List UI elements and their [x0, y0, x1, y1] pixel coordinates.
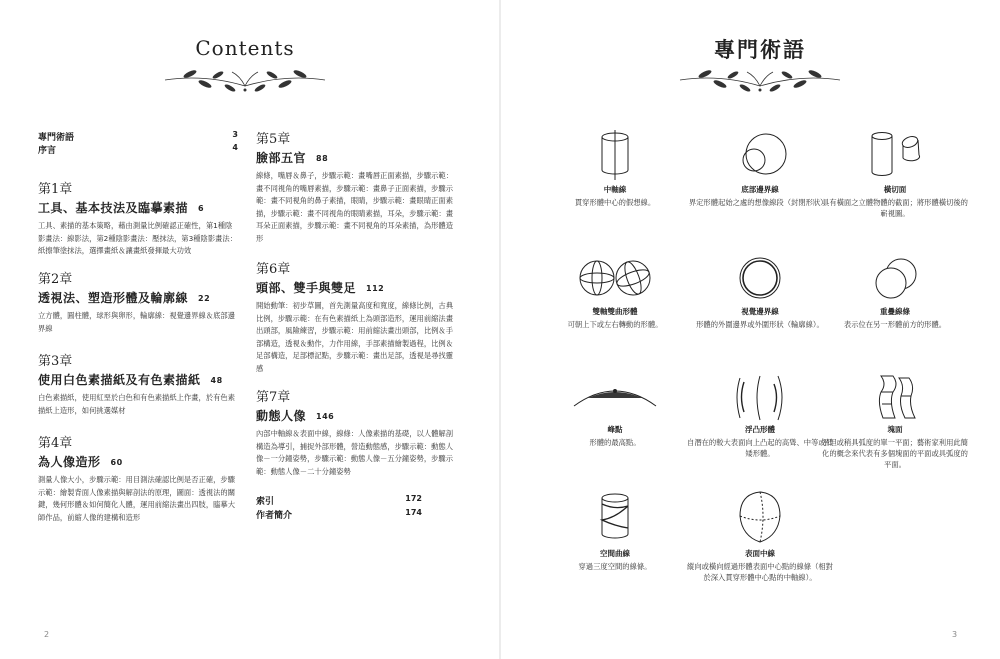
toc-entry-title: 作者簡介 — [256, 511, 293, 521]
glossary-term — [820, 372, 970, 470]
chapter-description: 工具、素描的基本策略，藉由測量比例確認正確性，第1種陰影畫法：線影法，第2種陰影畫法：壓抹法，第3種陰影畫法：紙擦筆塗抹法，選擇畫紙＆讓畫紙發揮最大功效 — [38, 221, 238, 255]
chapter-entry[interactable] — [38, 268, 238, 335]
chapter-page: 48 — [210, 376, 223, 385]
term-description: 穿過三度空間的線條。 — [578, 562, 652, 571]
chapter-title: 使用白色素描紙及有色素描紙 48 — [38, 373, 223, 387]
chapter-number: 第2章 — [38, 272, 73, 287]
chapter-number: 第1章 — [38, 182, 73, 197]
base-boundary-icon — [730, 128, 790, 182]
glossary-term — [540, 128, 690, 208]
term-name: 橫切面 — [883, 185, 907, 194]
chapter-title: 工具、基本技法及臨摹素描 6 — [38, 201, 205, 215]
cylinder-axis-icon — [585, 128, 645, 182]
chapter-number: 第3章 — [38, 354, 73, 369]
term-name: 重疊線條 — [880, 307, 910, 316]
chapter-entry[interactable] — [38, 178, 238, 258]
page-number: 3 — [952, 630, 958, 639]
term-name: 峰點 — [607, 425, 623, 434]
term-description: 平坦或稍具弧度的單一平面；藝術家利用此簡化的概念來代表有多個塊面的平面或具弧度的平面。 — [822, 438, 968, 469]
term-name: 底部邊界線 — [741, 185, 779, 194]
toc-end-list — [256, 494, 422, 522]
glossary-term — [540, 488, 690, 572]
double-curve-icon — [575, 250, 655, 304]
contents-heading: Contents — [195, 36, 295, 60]
term-description: 形體的外圍邊界或外圍形狀（輪廓線）。 — [696, 320, 824, 329]
term-name: 浮凸形體 — [745, 425, 775, 434]
cross-section-icon — [860, 128, 930, 182]
chapter-entry[interactable] — [38, 350, 238, 417]
toc-entry-title: 索引 — [256, 497, 275, 507]
glossary-term — [685, 372, 835, 459]
toc-entry-page: 174 — [405, 508, 422, 517]
glossary-term — [820, 128, 970, 219]
term-description: 可朝上下或左右轉動的形體。 — [567, 320, 663, 329]
chapter-title: 透視法、塑造形體及輪廓線 22 — [38, 291, 211, 305]
glossary-term — [685, 128, 835, 208]
chapter-title: 臉部五官 88 — [256, 151, 329, 165]
glossary-term — [820, 250, 970, 330]
glossary-term — [685, 488, 835, 583]
chapter-title: 為人像造形 60 — [38, 455, 123, 469]
term-name: 表面中線 — [745, 549, 775, 558]
toc-entry[interactable] — [256, 494, 422, 508]
toc-entry-title: 序言 — [38, 146, 57, 156]
term-description: 縱向或橫向經過形體表面中心點的線條（相對於深入貫穿形體中心點的中軸線）。 — [687, 562, 833, 582]
chapter-description: 線條，嘴唇＆鼻子，步驟示範：畫嘴唇正面素描，步驟示範：畫不同視角的嘴唇素描，步驟示範：畫鼻子正面素描，步驟示範：畫不同視角的鼻子素描，眼睛，步驟示範：畫眼睛正面素描，步驟示範：畫不同視角的眼睛素描，耳朵，步驟示範：畫耳朵正面素描，步驟示範：畫不同視角的耳朵素描，為形體造形 — [256, 171, 454, 243]
term-description: 形體的最高點。 — [589, 438, 641, 447]
glossary-page — [500, 0, 1000, 659]
plane-icon — [865, 372, 925, 422]
term-name: 空間曲線 — [600, 549, 630, 558]
chapter-number: 第7章 — [256, 390, 291, 405]
toc-entry-page: 3 — [232, 130, 238, 139]
term-description: 表示位在另一形體前方的形體。 — [843, 320, 947, 329]
term-description: 貫穿形體中心的假想線。 — [574, 198, 656, 207]
glossary-term — [540, 372, 690, 448]
chapter-page: 88 — [316, 154, 329, 163]
visual-boundary-icon — [730, 250, 790, 304]
term-description: 界定形體起始之處的想像線段（封閉形狀）。 — [688, 198, 832, 207]
toc-entry-page: 4 — [232, 143, 238, 152]
chapter-entry[interactable] — [256, 386, 456, 478]
term-name: 雙軸雙曲形體 — [592, 307, 638, 316]
toc-entry-title: 專門術語 — [38, 133, 75, 143]
chapter-description: 開始動筆：初步草圖，首先測量高度和寬度，線條比例，古典比例，步驟示範：在有色素描紙上為頭部造形，運用前縮法畫出頭部，風險練習，步驟示範：用前縮法畫出頭部，比例＆手部構造，透視＆動作，力作用線，手部素描繪製過程，比例＆足部構造，足部標記點，步驟示範：畫出足部，透視是尋找靈感 — [256, 301, 454, 373]
chapter-page: 60 — [110, 458, 123, 467]
toc-entry[interactable] — [38, 130, 238, 143]
toc-entry-page: 172 — [405, 494, 422, 503]
chapter-description: 測量人像大小，步驟示範：用目測法確認比例是否正確，步驟示範：繪製背面人像素描與解剖法的原理，圖面：透視法的關鍵，幾何形體＆如何簡化人體，運用前縮法畫出四肢，臨摹大師作品，前縮人像的建構和造形 — [38, 475, 236, 522]
term-description: 具有橫面之立體物體的截面；將形體橫切後的嶄視圖。 — [822, 198, 968, 218]
chapter-description: 內部中軸線＆表面中線，線條：人像素描的基礎，以人體解剖構造為導引，捕捉外部形體，營造動態感，步驟示範：動態人像－一分鐘姿勢，步驟示範：動態人像－五分鐘姿勢，步驟示範：動態人像－二十分鐘姿勢 — [256, 429, 454, 476]
term-name: 塊面 — [887, 425, 903, 434]
term-description: 自潛在的較大表面向上凸起的高聳、中等或低矮形體。 — [687, 438, 833, 458]
apex-point-icon — [570, 372, 660, 422]
chapter-entry[interactable] — [38, 432, 238, 524]
term-name: 視覺邊界線 — [741, 307, 779, 316]
floral-ornament-icon — [675, 66, 845, 96]
chapter-number: 第5章 — [256, 132, 291, 147]
convex-form-icon — [730, 372, 790, 422]
term-name: 中軸線 — [603, 185, 627, 194]
chapter-number: 第6章 — [256, 262, 291, 277]
chapter-page: 146 — [316, 412, 335, 421]
chapter-title: 動態人像 146 — [256, 409, 335, 423]
chapter-description: 白色素描紙，使用紅堊於白色和有色素描紙上作畫，於有色素描紙上造形，如何挑選媒材 — [38, 393, 236, 415]
toc-entry[interactable] — [256, 508, 422, 522]
floral-ornament-icon — [160, 66, 330, 96]
glossary-heading: 專門術語 — [714, 37, 806, 62]
chapter-description: 立方體，圓柱體，球形與卵形，輪廓線：視覺邊界線＆底部邊界線 — [38, 311, 236, 333]
glossary-term — [540, 250, 690, 330]
spatial-curve-icon — [585, 488, 645, 546]
surface-center-line-icon — [730, 488, 790, 546]
chapter-number: 第4章 — [38, 436, 73, 451]
toc-lead-list — [38, 130, 238, 156]
chapter-page: 6 — [198, 204, 205, 213]
chapter-entry[interactable] — [256, 128, 456, 245]
chapter-entry[interactable] — [256, 258, 456, 375]
page-number: 2 — [44, 630, 50, 639]
chapter-page: 112 — [366, 284, 385, 293]
chapter-page: 22 — [198, 294, 211, 303]
overlap-line-icon — [865, 250, 925, 304]
glossary-term — [685, 250, 835, 330]
toc-entry[interactable] — [38, 143, 238, 156]
chapter-title: 頭部、雙手與雙足 112 — [256, 281, 385, 295]
